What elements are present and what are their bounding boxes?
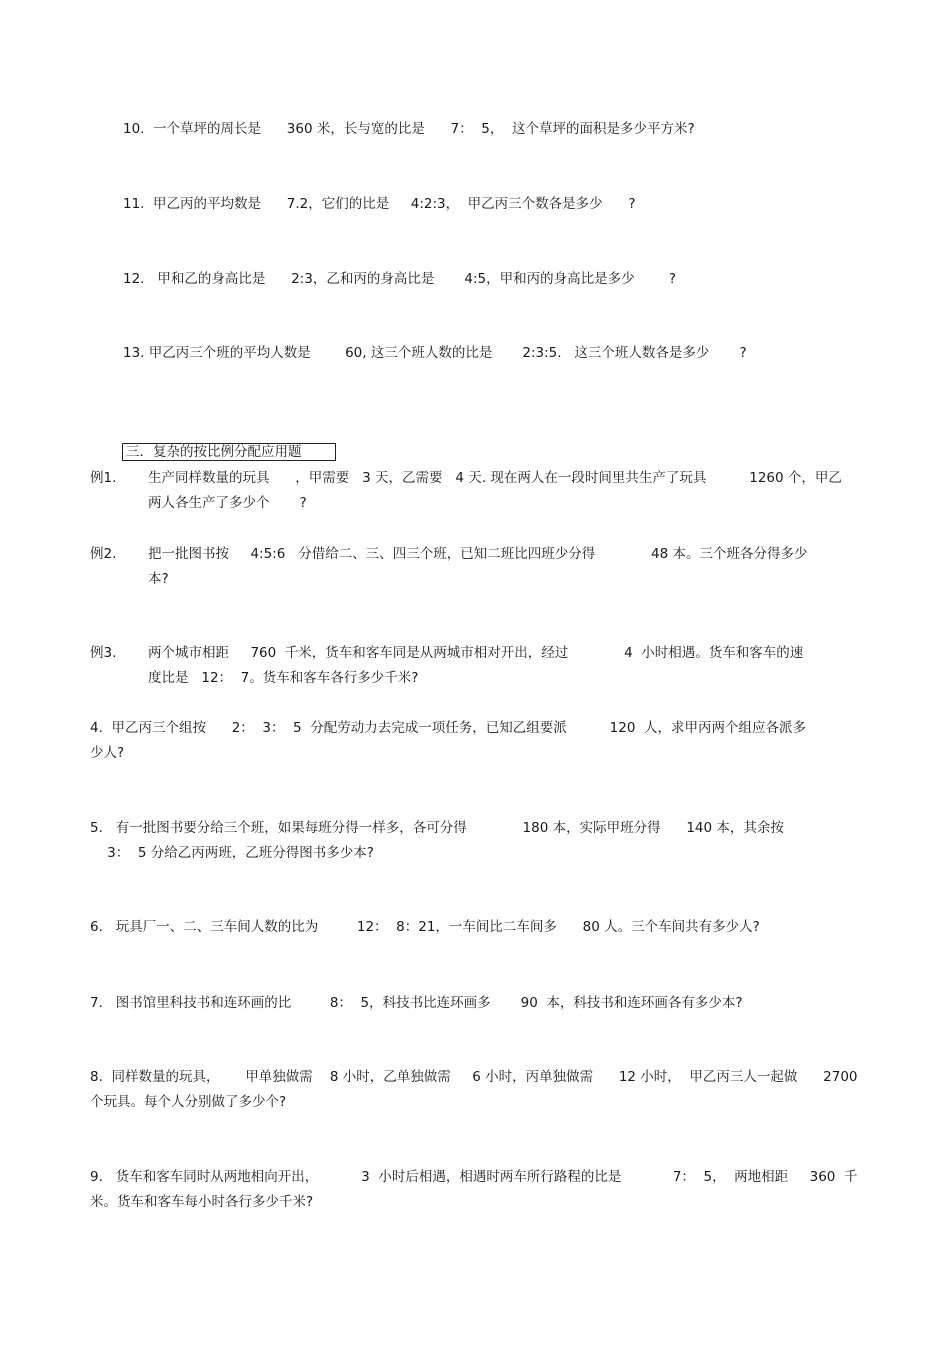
problem-13: 13. 甲乙丙三个班的平均人数是 60, 这三个班人数的比是 2:3:5. 这三个班人数各是多少 ? bbox=[123, 345, 747, 361]
example-3-line-2: 度比是 12： 7。货车和客车各行多少千米? bbox=[148, 670, 419, 686]
example-3-label: 例3. bbox=[90, 645, 117, 661]
example-1-line-2: 两人各生产了多少个 ? bbox=[148, 495, 307, 511]
example-1-label: 例1. bbox=[90, 470, 117, 486]
problem-5-line-2: 3： 5 分给乙丙两班，乙班分得图书多少本? bbox=[90, 845, 374, 861]
section-heading: 三．复杂的按比例分配应用题 bbox=[126, 444, 302, 460]
problem-8-line-1: 8. 同样数量的玩具， 甲单独做需 8 小时，乙单独做需 6 小时，丙单独做需 12 小时， 甲乙丙三人一起做 2700 bbox=[90, 1069, 858, 1085]
problem-9-line-2: 米。货车和客车每小时各行多少千米? bbox=[90, 1194, 314, 1210]
problem-4-line-1: 4. 甲乙丙三个组按 2： 3： 5 分配劳动力去完成一项任务，已知乙组要派 120 人，求甲丙两个组应各派多 bbox=[90, 720, 806, 736]
problem-10: 10. 一个草坪的周长是 360 米，长与宽的比是 7： 5， 这个草坪的面积是多少平方米? bbox=[123, 121, 695, 137]
problem-8-line-2: 个玩具。每个人分别做了多少个? bbox=[90, 1094, 287, 1110]
example-2-line-2: 本? bbox=[148, 571, 169, 587]
example-1-line-1: 生产同样数量的玩具 ，甲需要 3 天，乙需要 4 天. 现在两人在一段时间里共生产了玩具 1260 个，甲乙 bbox=[148, 470, 842, 486]
problem-9-line-1: 9. 货车和客车同时从两地相向开出， 3 小时后相遇，相遇时两车所行路程的比是 7： 5， 两地相距 360 千 bbox=[90, 1169, 858, 1185]
problem-7: 7. 图书馆里科技书和连环画的比 8： 5，科技书比连环画多 90 本，科技书和连环画各有多少本? bbox=[90, 995, 743, 1011]
problem-5-line-1: 5. 有一批图书要分给三个班，如果每班分得一样多，各可分得 180 本，实际甲班分得 140 本，其余按 bbox=[90, 820, 784, 836]
problem-6: 6. 玩具厂一、二、三车间人数的比为 12： 8：21，一车间比二车间多 80 人。三个车间共有多少人? bbox=[90, 919, 760, 935]
example-2-line-1: 把一批图书按 4:5:6 分借给二、三、四三个班，已知二班比四班少分得 48 本。三个班各分得多少 bbox=[148, 546, 808, 562]
example-2-label: 例2. bbox=[90, 546, 117, 562]
problem-11: 11. 甲乙丙的平均数是 7.2，它们的比是 4:2:3， 甲乙丙三个数各是多少 ? bbox=[123, 196, 636, 212]
problem-4-line-2: 少人? bbox=[90, 745, 125, 761]
problem-12: 12. 甲和乙的身高比是 2:3，乙和丙的身高比是 4:5，甲和丙的身高比是多少 ? bbox=[123, 271, 677, 287]
example-3-line-1: 两个城市相距 760 千米，货车和客车同是从两城市相对开出，经过 4 小时相遇。货车和客车的速 bbox=[148, 645, 804, 661]
